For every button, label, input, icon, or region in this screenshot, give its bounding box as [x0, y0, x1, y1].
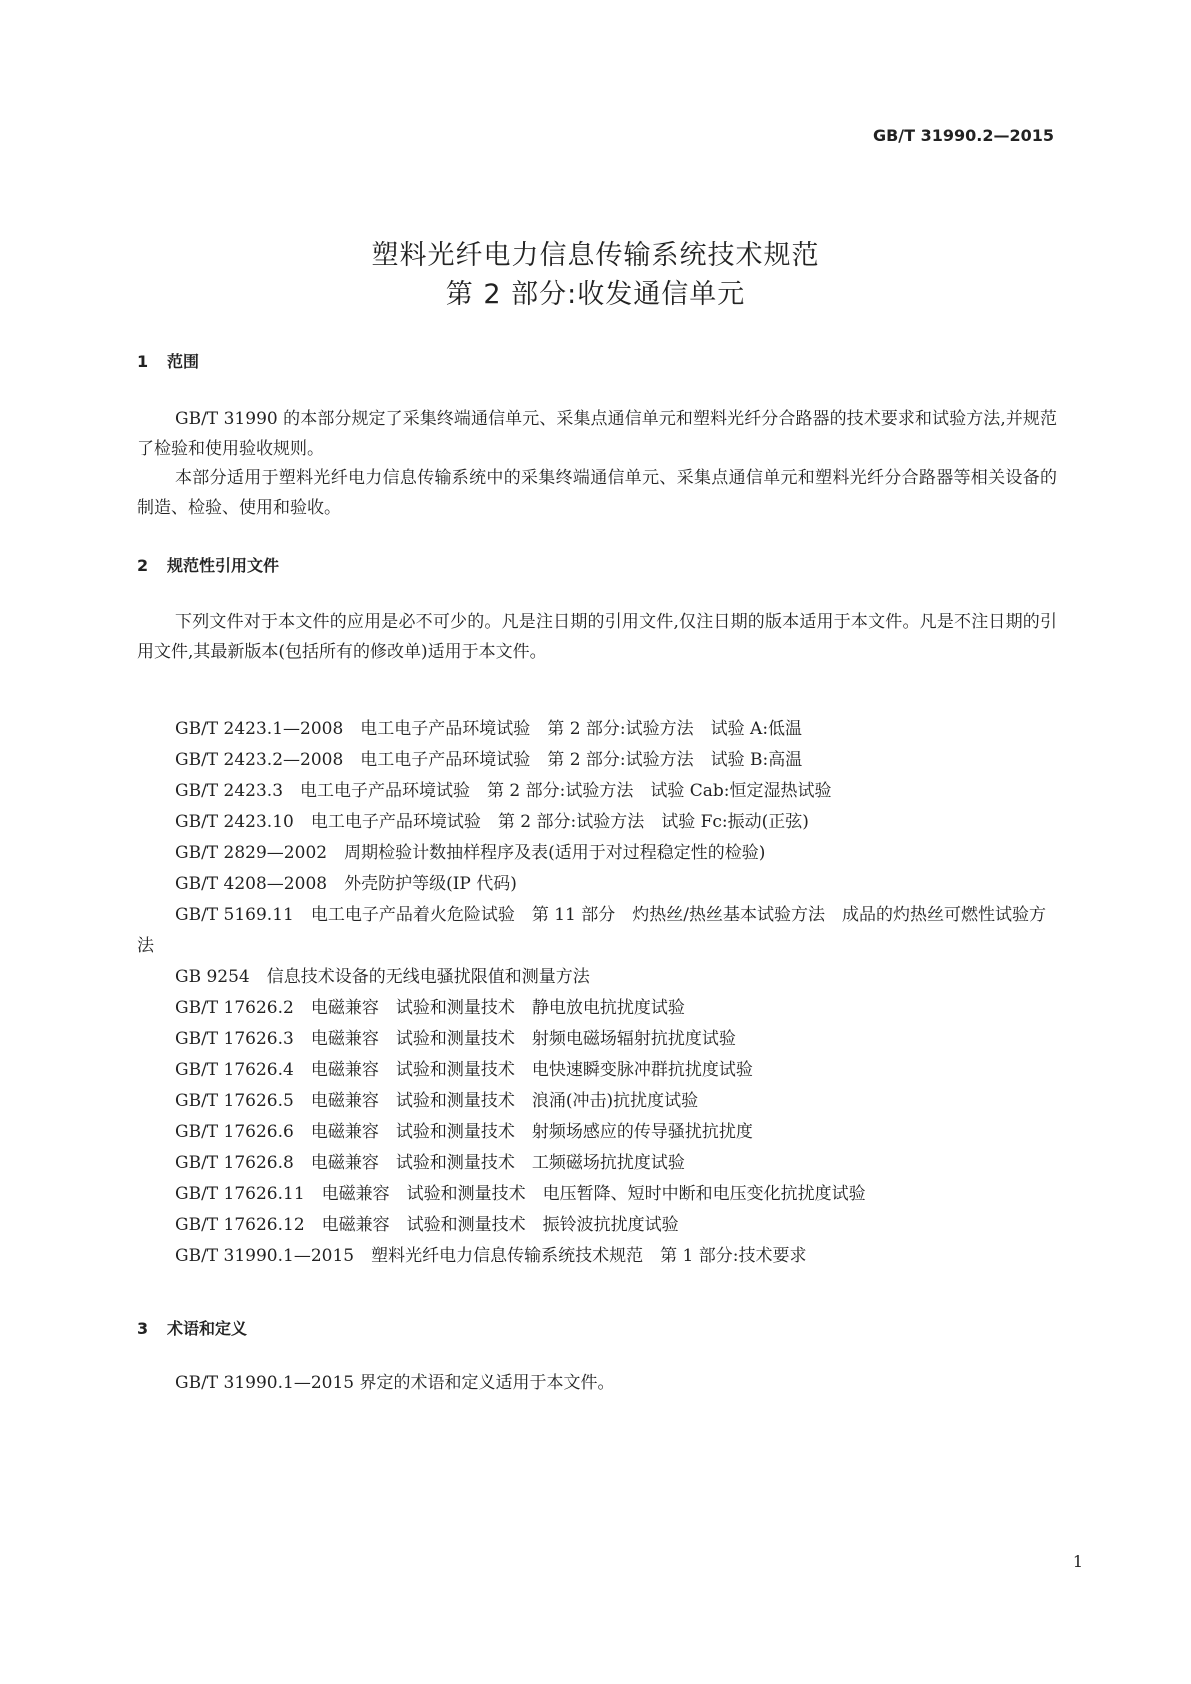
section-number: 1 — [137, 352, 149, 371]
reference-list — [137, 714, 1057, 1272]
section-2-intro: 下列文件对于本文件的应用是必不可少的。凡是注日期的引用文件,仅注日期的版本适用于本文件。凡是不注日期的引用文件,其最新版本(包括所有的修改单)适用于本文件。 — [137, 612, 1057, 662]
reference-item: GB/T 2423.1—2008 电工电子产品环境试验 第 2 部分:试验方法 试验 A:低温 — [175, 719, 803, 739]
reference-item: GB/T 17626.6 电磁兼容 试验和测量技术 射频场感应的传导骚扰抗扰度 — [175, 1122, 753, 1142]
page-number: 1 — [1072, 1552, 1083, 1571]
reference-item: GB/T 17626.8 电磁兼容 试验和测量技术 工频磁场抗扰度试验 — [175, 1153, 685, 1173]
reference-item: GB/T 4208—2008 外壳防护等级(IP 代码) — [175, 874, 517, 894]
section-number: 3 — [137, 1319, 149, 1338]
section-number: 2 — [137, 556, 149, 575]
document-title-line2: 第 2 部分:收发通信单元 — [445, 279, 746, 310]
section-title: 规范性引用文件 — [167, 556, 280, 575]
section-title: 术语和定义 — [167, 1319, 248, 1338]
reference-item: GB/T 5169.11 电工电子产品着火危险试验 第 11 部分 灼热丝/热丝基本试验方法 成品的灼热丝可燃性试验方法 — [137, 905, 1047, 956]
reference-item: GB/T 2423.3 电工电子产品环境试验 第 2 部分:试验方法 试验 Cab:恒定湿热试验 — [175, 781, 832, 801]
reference-item: GB/T 2423.2—2008 电工电子产品环境试验 第 2 部分:试验方法 试验 B:高温 — [175, 750, 803, 770]
section-1-paragraph: GB/T 31990 的本部分规定了采集终端通信单元、采集点通信单元和塑料光纤分合路器的技术要求和试验方法,并规范了检验和使用验收规则。 — [137, 409, 1057, 459]
reference-item: GB/T 17626.4 电磁兼容 试验和测量技术 电快速瞬变脉冲群抗扰度试验 — [175, 1060, 753, 1080]
reference-item: GB 9254 信息技术设备的无线电骚扰限值和测量方法 — [175, 967, 590, 987]
section-1-heading — [137, 349, 199, 372]
standard-code: GB/T 31990.2—2015 — [872, 126, 1054, 145]
reference-item: GB/T 17626.2 电磁兼容 试验和测量技术 静电放电抗扰度试验 — [175, 998, 685, 1018]
reference-item: GB/T 17626.11 电磁兼容 试验和测量技术 电压暂降、短时中断和电压变化抗扰度试验 — [175, 1184, 866, 1204]
section-3-paragraph: GB/T 31990.1—2015 界定的术语和定义适用于本文件。 — [175, 1373, 615, 1393]
reference-item: GB/T 31990.1—2015 塑料光纤电力信息传输系统技术规范 第 1 部分:技术要求 — [175, 1246, 807, 1266]
reference-item: GB/T 2423.10 电工电子产品环境试验 第 2 部分:试验方法 试验 Fc:振动(正弦) — [175, 812, 809, 832]
document-title-line1: 塑料光纤电力信息传输系统技术规范 — [371, 240, 820, 271]
reference-item: GB/T 17626.12 电磁兼容 试验和测量技术 振铃波抗扰度试验 — [175, 1215, 679, 1235]
section-1-paragraph: 本部分适用于塑料光纤电力信息传输系统中的采集终端通信单元、采集点通信单元和塑料光纤分合路器等相关设备的制造、检验、使用和验收。 — [137, 468, 1057, 518]
section-title: 范围 — [167, 352, 200, 371]
reference-item: GB/T 2829—2002 周期检验计数抽样程序及表(适用于对过程稳定性的检验) — [175, 843, 766, 863]
reference-item: GB/T 17626.5 电磁兼容 试验和测量技术 浪涌(冲击)抗扰度试验 — [175, 1091, 699, 1111]
section-3-heading — [137, 1316, 247, 1339]
reference-item: GB/T 17626.3 电磁兼容 试验和测量技术 射频电磁场辐射抗扰度试验 — [175, 1029, 736, 1049]
section-2-heading — [137, 553, 279, 576]
